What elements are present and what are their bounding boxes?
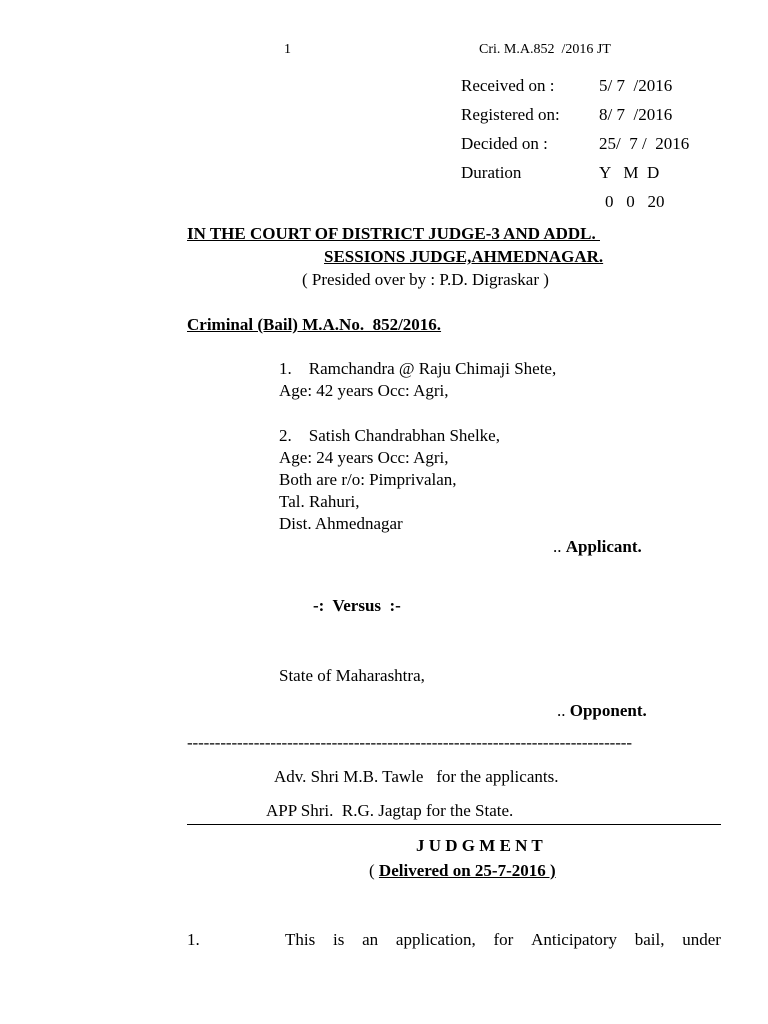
registered-label: Registered on: [461,105,560,124]
para-word: Anticipatory [531,930,617,949]
presided-over: ( Presided over by : P.D. Digraskar ) [302,270,549,289]
applicant-1-name: 1. Ramchandra @ Raju Chimaji Shete, [279,359,557,378]
received-value: 5/ 7 /2016 [599,76,673,95]
duration-units: Y M D [599,163,660,182]
page-number: 1 [284,42,291,57]
court-title-line1: IN THE COURT OF DISTRICT JUDGE-3 AND ADDL. [187,224,600,243]
applicant-2-age: Age: 24 years Occ: Agri, [279,448,449,467]
opponent-role [557,701,647,721]
opponent-name: State of Maharashtra, [279,666,425,685]
para-word: under [682,930,721,949]
case-title: Criminal (Bail) M.A.No. 852/2016. [187,315,442,334]
delivered-on [369,861,556,881]
para-word: This [285,930,316,949]
case-reference: Cri. M.A.852 /2016 JT [479,42,611,57]
court-title-line2: SESSIONS JUDGE,AHMEDNAGAR. [324,247,604,266]
applicant-residence: Both are r/o: Pimprivalan, [279,470,457,489]
duration-values: 0 0 20 [605,192,665,211]
dashed-separator: -------------------------------------------------------------------------------- [187,733,632,752]
applicant-2-name: 2. Satish Chandrabhan Shelke, [279,426,500,445]
paragraph-1-line [285,930,721,950]
applicant-district: Dist. Ahmednagar [279,514,403,533]
delivered-open-paren: ( [369,861,379,880]
paragraph-number: 1. [187,930,200,949]
applicant-role-label: Applicant. [565,537,642,556]
decided-value: 25/ 7 / 2016 [599,134,690,153]
judgment-heading: J U D G M E N T [416,836,543,855]
advocate-state: APP Shri. R.G. Jagtap for the State. [266,801,514,820]
received-label: Received on : [461,76,555,95]
applicant-role [553,537,642,557]
registered-value: 8/ 7 /2016 [599,105,673,124]
versus-divider: -: Versus :- [313,596,401,615]
applicant-1-age: Age: 42 years Occ: Agri, [279,381,449,400]
applicant-role-prefix: .. [553,537,566,556]
para-word: is [333,930,345,949]
decided-label: Decided on : [461,134,548,153]
advocate-applicants: Adv. Shri M.B. Tawle for the applicants. [274,767,559,786]
para-word: an [362,930,379,949]
duration-label: Duration [461,163,522,182]
para-word: bail, [634,930,665,949]
delivered-date: Delivered on 25-7-2016 ) [378,861,556,880]
opponent-role-label: Opponent. [569,701,647,720]
horizontal-rule [187,824,721,825]
applicant-taluka: Tal. Rahuri, [279,492,360,511]
para-word: application, [395,930,476,949]
para-word: for [493,930,514,949]
opponent-role-prefix: .. [557,701,570,720]
